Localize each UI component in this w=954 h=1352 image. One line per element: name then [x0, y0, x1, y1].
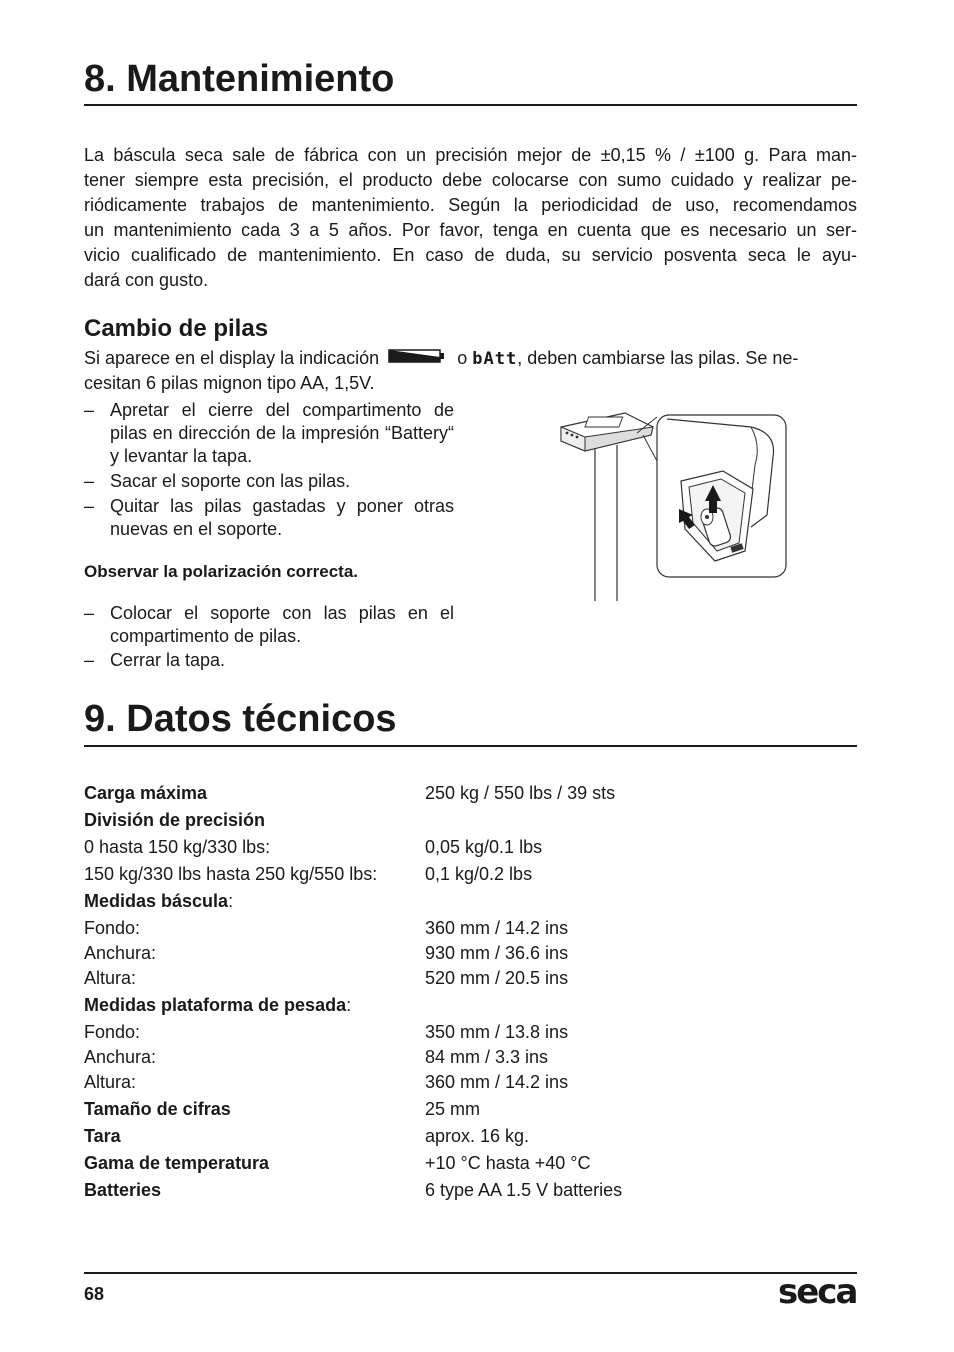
battery-heading: Cambio de pilas	[84, 315, 269, 342]
step-2-text: Sacar el soporte con las pilas.	[110, 471, 351, 491]
maintenance-line: vicio cualificado de mantenimiento. En caso de duda, su servicio posventa seca le ayu-	[84, 245, 857, 265]
step-1-text: Apretar el cierre del compartimento de pilas en dirección de la impresión “Battery“ y levantar la tapa.	[110, 400, 454, 466]
spec-label	[84, 1072, 136, 1093]
spec-row	[84, 1126, 784, 1153]
spec-row	[84, 1153, 784, 1180]
maintenance-line: La báscula seca sale de fábrica con un precisión mejor de ±0,15 % / ±100 g. Para man-	[84, 145, 857, 165]
step-5-text: Cerrar la tapa.	[110, 650, 226, 670]
spec-label	[84, 1047, 156, 1068]
step-4-text: Colocar el soporte con las pilas en el compartimento de pilas.	[110, 603, 454, 646]
spec-value: aprox. 16 kg.	[425, 1126, 530, 1146]
spec-label-text: Fondo:	[84, 918, 141, 938]
step-3	[84, 495, 454, 541]
spec-value: 25 mm	[425, 1099, 481, 1119]
spec-row	[84, 1047, 784, 1072]
step-dash: –	[84, 650, 95, 670]
maintenance-line: un mantenimiento cada 3 a 5 años. Por favor, tenga en cuenta que es necesario un ser-	[84, 220, 857, 240]
spec-label	[84, 1099, 231, 1120]
battery-intro-part3: , deben cambiarse las pilas. Se ne-	[517, 348, 799, 368]
step-dash: –	[84, 603, 95, 623]
spec-label-text: Anchura:	[84, 1047, 157, 1067]
spec-value: 360 mm / 14.2 ins	[425, 1072, 569, 1092]
spec-label-text: Medidas plataforma de pesada	[84, 995, 347, 1015]
spec-label-suffix: :	[228, 891, 234, 911]
spec-value: 84 mm / 3.3 ins	[425, 1047, 549, 1067]
spec-row	[84, 943, 784, 968]
step-4	[84, 602, 454, 648]
spec-row	[84, 864, 784, 891]
spec-value: 350 mm / 13.8 ins	[425, 1022, 569, 1042]
step-2	[84, 470, 454, 493]
spec-label-text: Tara	[84, 1126, 121, 1146]
spec-label	[84, 891, 233, 912]
step-5	[84, 649, 454, 672]
step-dash: –	[84, 471, 95, 491]
section-9-title: 9. Datos técnicos	[84, 698, 397, 740]
spec-value: 250 kg / 550 lbs / 39 sts	[425, 783, 616, 803]
polarity-note: Observar la polarización correcta.	[84, 562, 359, 581]
spec-label-text: Gama de temperatura	[84, 1153, 270, 1173]
batt-display-text: bAtt	[472, 349, 518, 369]
spec-label	[84, 1180, 161, 1201]
battery-intro-part1: Si aparece en el display la indicación	[84, 348, 380, 368]
spec-row	[84, 1072, 784, 1099]
spec-label	[84, 1022, 140, 1043]
spec-label	[84, 943, 156, 964]
spec-value: +10 °C hasta +40 °C	[425, 1153, 591, 1173]
spec-value: 360 mm / 14.2 ins	[425, 918, 569, 938]
spec-row	[84, 1022, 784, 1047]
spec-label	[84, 864, 377, 885]
spec-label-text: Medidas báscula	[84, 891, 229, 911]
spec-label	[84, 783, 207, 804]
spec-value: 520 mm / 20.5 ins	[425, 968, 569, 988]
spec-label	[84, 918, 140, 939]
spec-table	[84, 783, 784, 1207]
battery-intro-part2: o	[457, 348, 468, 368]
spec-label	[84, 968, 136, 989]
spec-label-text: División de precisión	[84, 810, 266, 830]
spec-label-text: Anchura:	[84, 943, 157, 963]
battery-compartment-illustration	[555, 405, 790, 605]
spec-row	[84, 837, 784, 864]
spec-label-text: Carga máxima	[84, 783, 208, 803]
spec-value: 0,05 kg/0.1 lbs	[425, 837, 543, 857]
battery-low-icon	[388, 347, 446, 371]
spec-label	[84, 810, 265, 831]
section-9-rule	[84, 745, 857, 747]
spec-label	[84, 837, 270, 858]
spec-row	[84, 995, 784, 1022]
spec-row	[84, 1099, 784, 1126]
spec-row	[84, 810, 784, 837]
maintenance-line: tener siempre esta precisión, el producto debe colocarse con sumo cuidado y realizar pe-	[84, 170, 857, 190]
maintenance-paragraph	[84, 143, 857, 293]
spec-value: 0,1 kg/0.2 lbs	[425, 864, 533, 884]
spec-row	[84, 918, 784, 943]
spec-label-text: 150 kg/330 lbs hasta 250 kg/550 lbs:	[84, 864, 378, 884]
step-1	[84, 399, 454, 468]
spec-label-text: Fondo:	[84, 1022, 141, 1042]
spec-row	[84, 1180, 784, 1207]
spec-row	[84, 783, 784, 810]
spec-label-suffix: :	[346, 995, 352, 1015]
section-8-rule	[84, 104, 857, 106]
footer-rule	[84, 1272, 857, 1274]
spec-label-text: Altura:	[84, 1072, 137, 1092]
spec-label-text: Batteries	[84, 1180, 162, 1200]
maintenance-line: riódicamente trabajos de mantenimiento. Según la periodicidad de uso, recomendamos	[84, 195, 857, 215]
spec-row	[84, 891, 784, 918]
battery-intro-line2: cesitan 6 pilas mignon tipo AA, 1,5V.	[84, 373, 375, 393]
page-number: 68	[84, 1284, 105, 1304]
maintenance-line: dará con gusto.	[84, 270, 209, 290]
seca-logo: seca	[778, 1272, 857, 1312]
spec-label	[84, 1153, 269, 1174]
spec-label-text: Altura:	[84, 968, 137, 988]
spec-label	[84, 995, 351, 1016]
spec-label-text: 0 hasta 150 kg/330 lbs:	[84, 837, 271, 857]
spec-row	[84, 968, 784, 995]
step-3-text: Quitar las pilas gastadas y poner otras nuevas en el soporte.	[110, 496, 454, 539]
spec-value: 930 mm / 36.6 ins	[425, 943, 569, 963]
spec-label-text: Tamaño de cifras	[84, 1099, 231, 1119]
step-dash: –	[84, 496, 95, 516]
spec-label	[84, 1126, 121, 1147]
spec-value: 6 type AA 1.5 V batteries	[425, 1180, 623, 1200]
battery-intro	[84, 347, 857, 371]
step-dash: –	[84, 400, 95, 420]
section-8-title: 8. Mantenimiento	[84, 58, 395, 100]
